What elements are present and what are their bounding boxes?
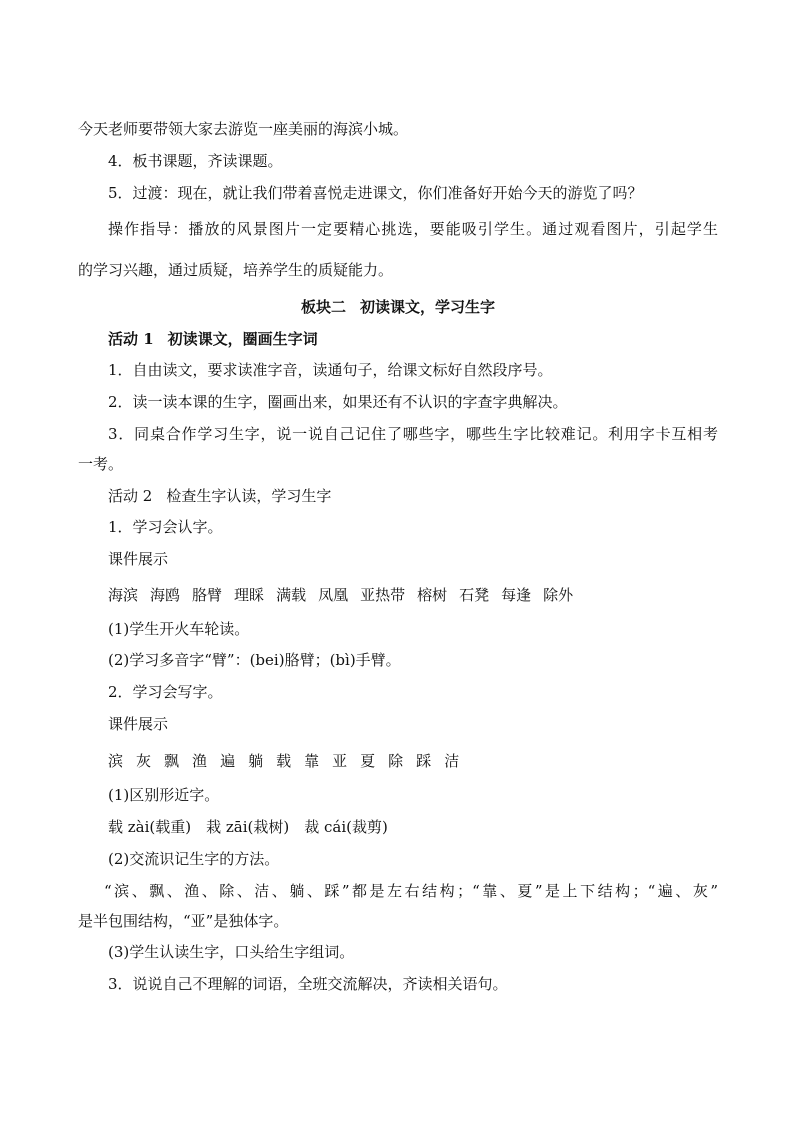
- word-list: [108, 585, 748, 605]
- word-item: 凤凰: [318, 586, 349, 604]
- activity-title: 初读课文，圈画生字词: [167, 330, 318, 348]
- char-item: 遍: [220, 752, 236, 770]
- word-item: 海鸥: [150, 586, 181, 604]
- word-item: 每逢: [501, 586, 532, 604]
- paragraph-line: 1．学习会认字。: [108, 518, 223, 536]
- section-heading-title: 初读课文，学习生字: [360, 298, 496, 316]
- paragraph-line: 4．板书课题，齐读课题。: [108, 152, 283, 170]
- section-heading: [78, 297, 718, 317]
- char-item: 踩: [416, 752, 432, 770]
- paragraph-line: “滨、飘、渔、除、洁、躺、踩”都是左右结构；“靠、夏”是上下结构；“遍、灰”: [104, 882, 718, 900]
- paragraph-line: (3)学生认读生字，口头给生字组词。: [108, 943, 355, 961]
- paragraph-line: 2．学习会写字。: [108, 683, 223, 701]
- paragraph-line: 3．同桌合作学习生字，说一说自己记住了哪些字，哪些生字比较难记。利用字卡互相考: [108, 425, 718, 443]
- paragraph-line: 今天老师要带领大家去游览一座美丽的海滨小城。: [78, 120, 409, 138]
- word-item: 海滨: [108, 586, 139, 604]
- word-item: 除外: [543, 586, 574, 604]
- paragraph-line: (1)区别形近字。: [108, 786, 220, 804]
- activity-heading: [108, 486, 748, 506]
- paragraph-line: 课件展示: [108, 550, 169, 568]
- char-list: [108, 751, 748, 771]
- paragraph-line: 1．自由读文，要求读准字音，读通句子，给课文标好自然段序号。: [108, 361, 553, 379]
- char-item: 靠: [304, 752, 320, 770]
- paragraph-line: 操作指导：播放的风景图片一定要精心挑选，要能吸引学生。通过观看图片，引起学生: [108, 220, 718, 238]
- section-heading-label: 板块二: [300, 298, 346, 316]
- word-item: 石凳: [459, 586, 490, 604]
- char-item: 载: [276, 752, 292, 770]
- word-item: 亚热带: [360, 586, 406, 604]
- char-item: 飘: [164, 752, 180, 770]
- word-item: 榕树: [417, 586, 448, 604]
- char-item: 灰: [136, 752, 152, 770]
- char-item: 躺: [248, 752, 264, 770]
- char-item: 滨: [108, 752, 124, 770]
- word-item: 胳臂: [192, 586, 223, 604]
- activity-title: 检查生字认读，学习生字: [166, 487, 332, 505]
- paragraph-line: 一考。: [78, 455, 124, 473]
- char-item: 除: [388, 752, 404, 770]
- activity-label: 活动 2: [108, 487, 153, 505]
- paragraph-line: 课件展示: [108, 715, 169, 733]
- paragraph-line: 是半包围结构，“亚”是独体字。: [78, 912, 289, 930]
- word-item: 满载: [276, 586, 307, 604]
- paragraph-line: 5．过渡：现在，就让我们带着喜悦走进课文，你们准备好开始今天的游览了吗？: [108, 184, 643, 202]
- char-item: 夏: [360, 752, 376, 770]
- activity-heading: [108, 329, 748, 349]
- word-item: 理睬: [234, 586, 265, 604]
- char-item: 洁: [444, 752, 460, 770]
- paragraph-line: 2．读一读本课的生字，圈画出来，如果还有不认识的字查字典解决。: [108, 393, 568, 411]
- paragraph-line: (2)学习多音字“臂”：(bei)胳臂；(bì)手臂。: [108, 651, 401, 669]
- paragraph-line: 的学习兴趣，通过质疑，培养学生的质疑能力。: [78, 261, 394, 279]
- paragraph-line: 3．说说自己不理解的词语，全班交流解决，齐读相关语句。: [108, 975, 508, 993]
- activity-label: 活动 1: [108, 330, 154, 348]
- paragraph-line: 载 zài(载重) 栽 zāi(栽树) 裁 cái(裁剪): [108, 818, 388, 836]
- paragraph-line: (1)学生开火车轮读。: [108, 620, 250, 638]
- char-item: 亚: [332, 752, 348, 770]
- char-item: 渔: [192, 752, 208, 770]
- paragraph-line: (2)交流识记生字的方法。: [108, 850, 280, 868]
